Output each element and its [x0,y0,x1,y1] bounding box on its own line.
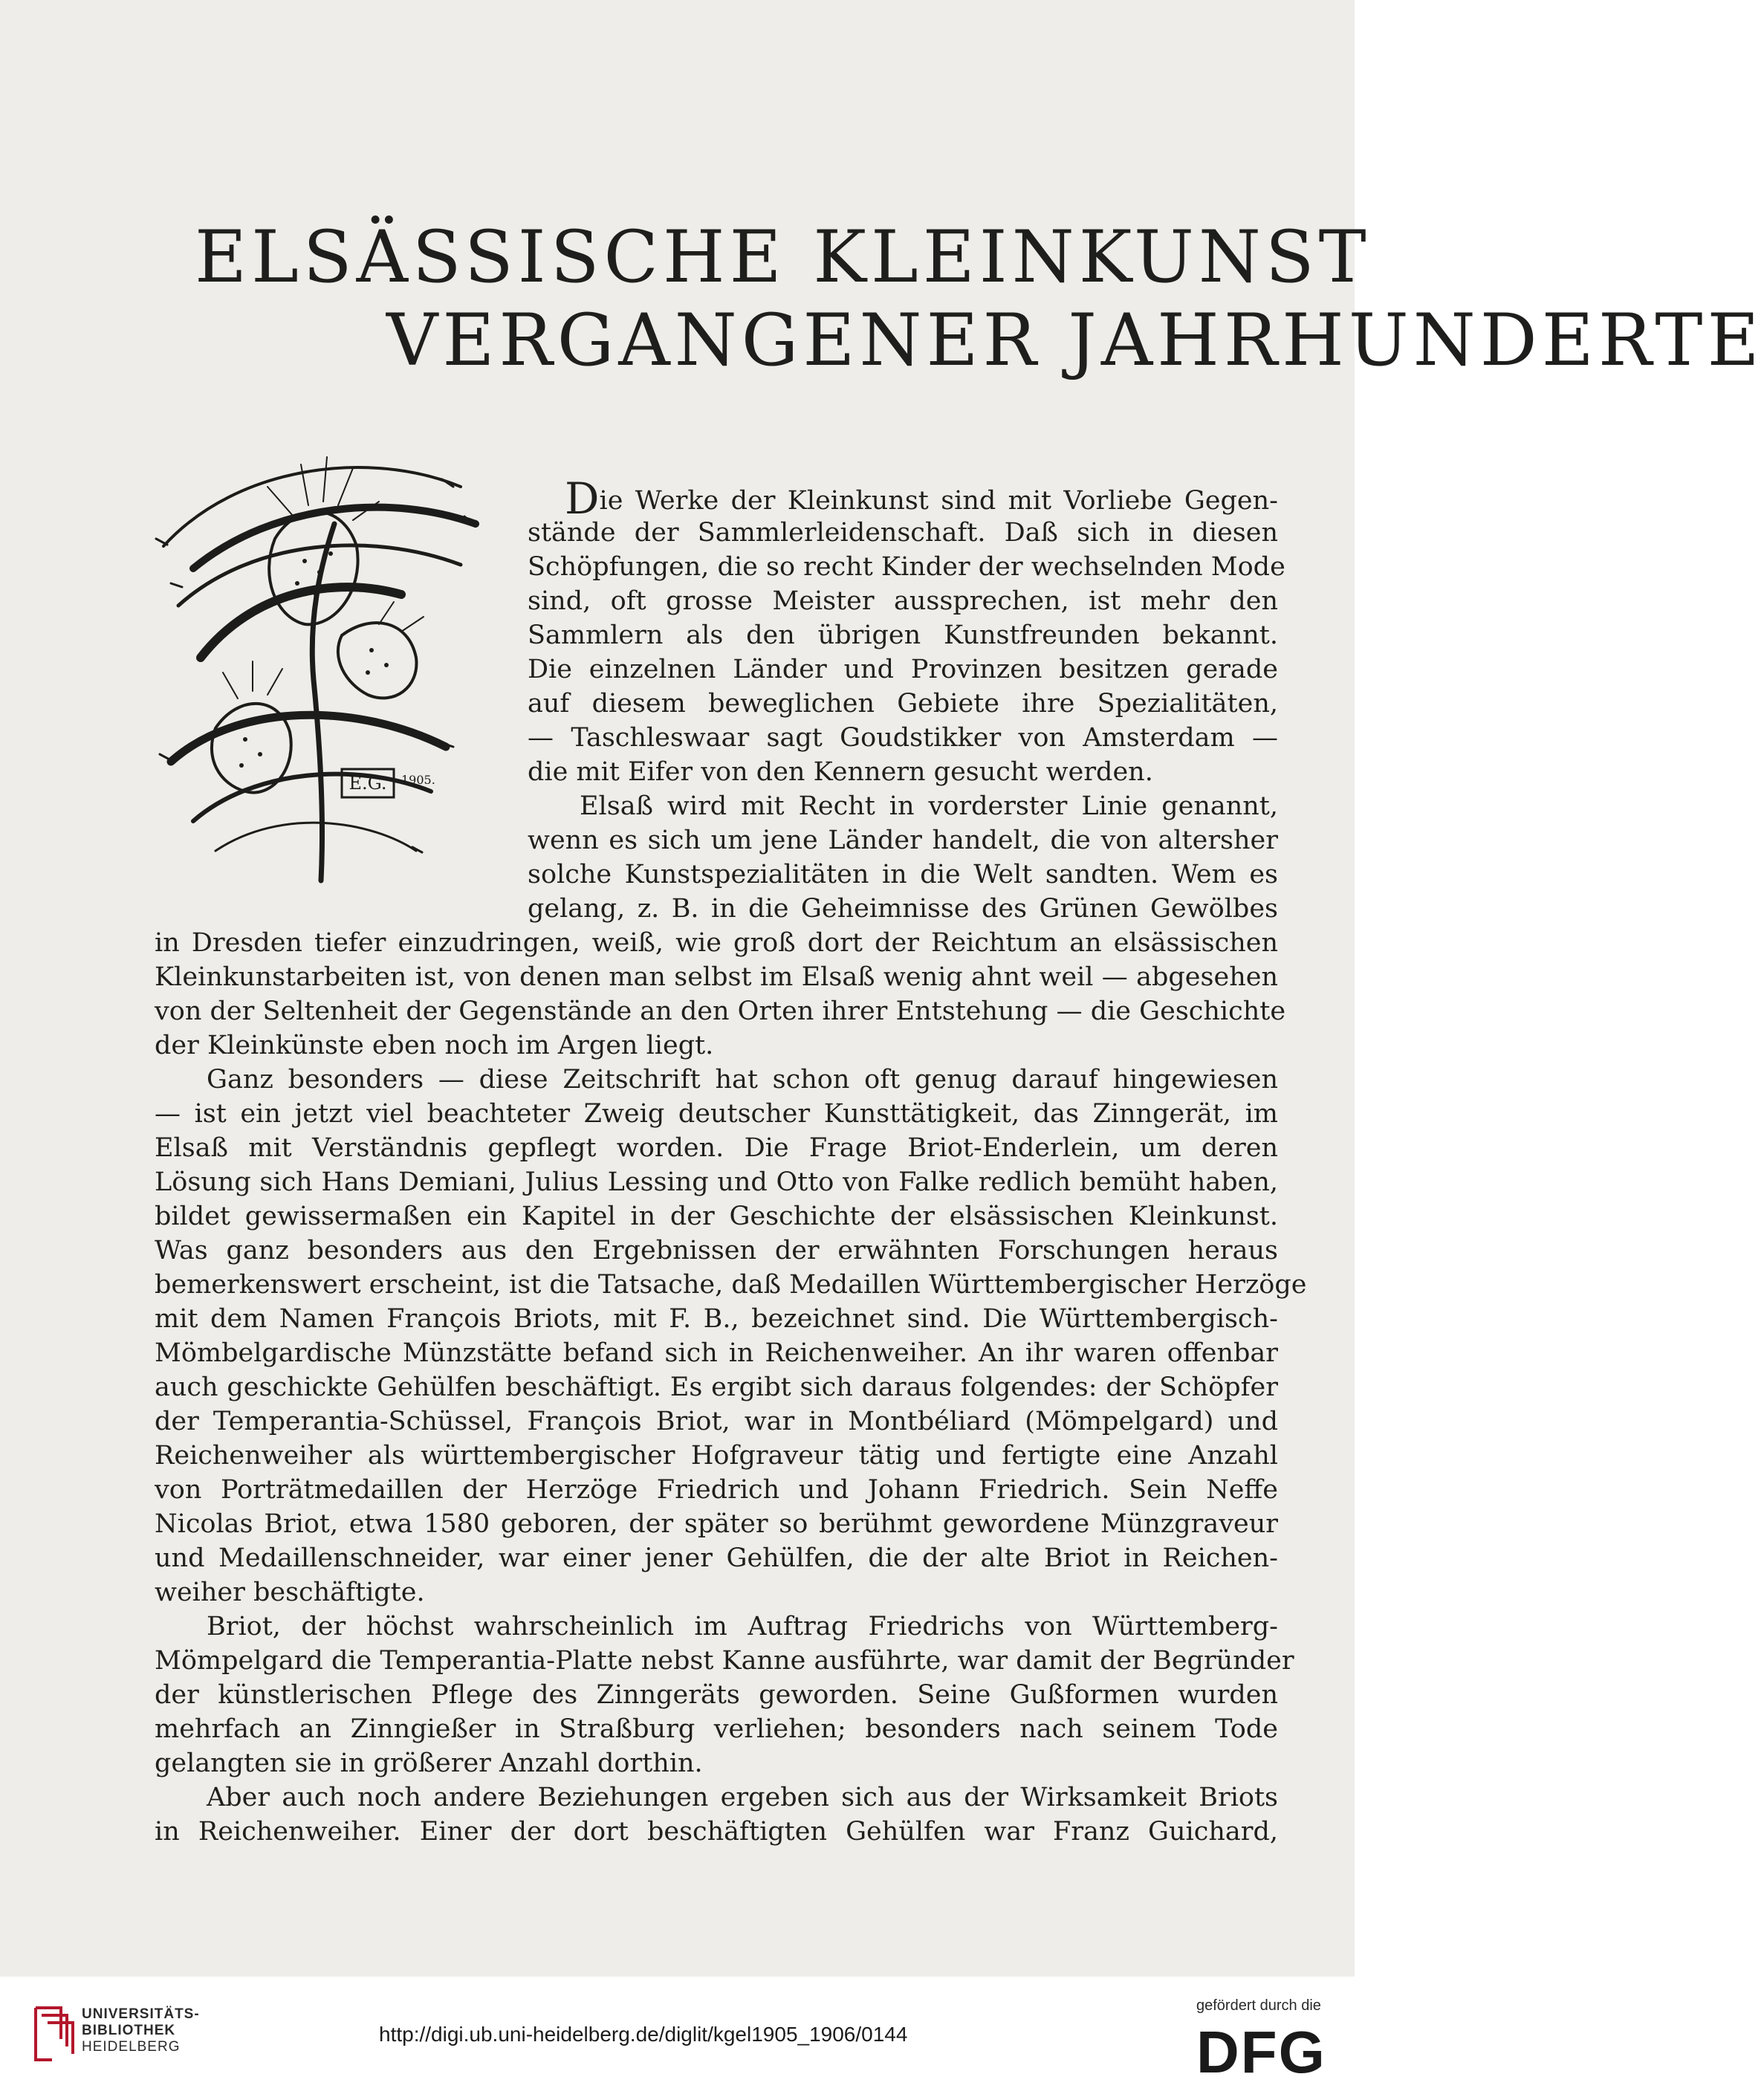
text-line: Aber auch noch andere Beziehungen ergeben sich aus der Wirksamkeit Briots [207,1783,1278,1812]
vignette-monogram: E.G. [348,773,387,794]
text-line: Lösung sich Hans Demiani, Julius Lessing und Otto von Falke redlich bemüht haben, [155,1167,1278,1197]
text-line: solche Kunstspezialitäten in die Welt sandten. Wem es [528,860,1278,889]
vignette-year: 1905. [401,773,435,787]
text-line: stände der Sammlerleidenschaft. Daß sich in diesen [528,518,1278,548]
dfg-logo: DFG [1196,2019,1326,2085]
text-line: der Temperantia-Schüssel, François Briot, war in Montbéliard (Mömpelgard) und [155,1407,1278,1436]
text-line: — Taschleswaar sagt Goudstikker von Amsterdam — [528,723,1278,753]
university-library-logo-icon [31,2000,76,2069]
text-line: Die einzelnen Länder und Provinzen besitzen gerade [528,655,1278,684]
library-line-1: UNIVERSITÄTS- [82,2006,200,2022]
text-line: die mit Eifer von den Kennern gesucht werden. [528,757,1153,787]
text-line: auf diesem beweglichen Gebiete ihre Spezialitäten, [528,689,1278,719]
text-line: bildet gewissermaßen ein Kapitel in der Geschichte der elsässischen Kleinkunst. [155,1202,1278,1231]
text-line: der Kleinkünste eben noch im Argen liegt. [155,1031,714,1060]
text-line: in Reichenweiher. Einer der dort beschäftigten Gehülfen war Franz Guichard, [155,1817,1278,1847]
text-line: wenn es sich um jene Länder handelt, die von altersher [528,826,1278,855]
text-line: von Porträtmedaillen der Herzöge Friedrich und Johann Friedrich. Sein Neffe [155,1475,1278,1505]
library-line-3: HEIDELBERG [82,2039,181,2055]
text-line: Was ganz besonders aus den Ergebnissen der erwähnten Forschungen heraus [155,1236,1278,1265]
text-line: mehrfach an Zinngießer in Straßburg verliehen; besonders nach seinem Tode [155,1714,1278,1744]
university-library-name [82,2006,200,2055]
text-line: auch geschickte Gehülfen beschäftigt. Es ergibt sich daraus folgendes: der Schöpfer [155,1372,1278,1402]
text-line: Ganz besonders — diese Zeitschrift hat schon oft genug darauf hingewiesen [207,1065,1278,1095]
text-line: und Medaillenschneider, war einer jener Gehülfen, die der alte Briot in Reichen- [155,1543,1278,1573]
text-line: weiher beschäftigte. [155,1578,425,1607]
text-line: Elsaß mit Verständnis gepflegt worden. Die Frage Briot-Enderlein, um deren [155,1133,1278,1163]
text-line: Nicolas Briot, etwa 1580 geboren, der später so berühmt gewordene Münzgraveur [155,1509,1278,1539]
drop-cap: D [565,473,600,524]
text-line: Briot, der höchst wahrscheinlich im Auftrag Friedrichs von Württemberg- [207,1612,1278,1641]
text-line: Elsaß wird mit Recht in vorderster Linie genannt, [580,791,1278,821]
text-line: gelangten sie in größerer Anzahl dorthin. [155,1748,703,1778]
funder-caption: gefördert durch die [1196,1997,1321,2014]
library-line-2: BIBLIOTHEK [82,2023,176,2038]
text-line: Reichenweiher als württembergischer Hofgraveur tätig und fertigte eine Anzahl [155,1441,1278,1471]
text-line: Sammlern als den übrigen Kunstfreunden bekannt. [528,620,1278,650]
text-line: Schöpfungen, die so recht Kinder der wechselnden Mode [528,552,1285,582]
source-url-link[interactable]: http://digi.ub.uni-heidelberg.de/diglit/kgel1905_1906/0144 [379,2023,908,2046]
text-line: Kleinkunstarbeiten ist, von denen man selbst im Elsaß wenig ahnt weil — abgesehen [155,962,1278,992]
text-line: sind, oft grosse Meister aussprechen, ist mehr den [528,586,1278,616]
text-line: mit dem Namen François Briots, mit F. B., bezeichnet sind. Die Württembergisch- [155,1304,1278,1334]
text-line: Mömpelgard die Temperantia-Platte nebst Kanne ausführte, war damit der Begründer [155,1646,1294,1676]
text-line: — ist ein jetzt viel beachteter Zweig deutscher Kunsttätigkeit, das Zinngerät, im [155,1099,1278,1129]
text-line: Mömbelgardische Münzstätte befand sich in Reichenweiher. An ihr waren offenbar [155,1338,1278,1368]
title-line-1: ELSÄSSISCHE KLEINKUNST [195,215,1371,299]
text-line: in Dresden tiefer einzudringen, weiß, wie groß dort der Reichtum an elsässischen [155,928,1278,958]
title-line-2: VERGANGENER JAHRHUNDERTE [386,299,1764,382]
text-line: Die Werke der Kleinkunst sind mit Vorliebe Gegen- [565,473,1278,524]
text-line: bemerkenswert erscheint, ist die Tatsache, daß Medaillen Württembergischer Herzöge [155,1270,1307,1300]
text-line: der künstlerischen Pflege des Zinngeräts geworden. Seine Gußformen wurden [155,1680,1278,1710]
text-line: gelang, z. B. in die Geheimnisse des Grünen Gewölbes [528,894,1278,924]
text-line: von der Seltenheit der Gegenstände an den Orten ihrer Entstehung — die Geschichte [155,996,1286,1026]
